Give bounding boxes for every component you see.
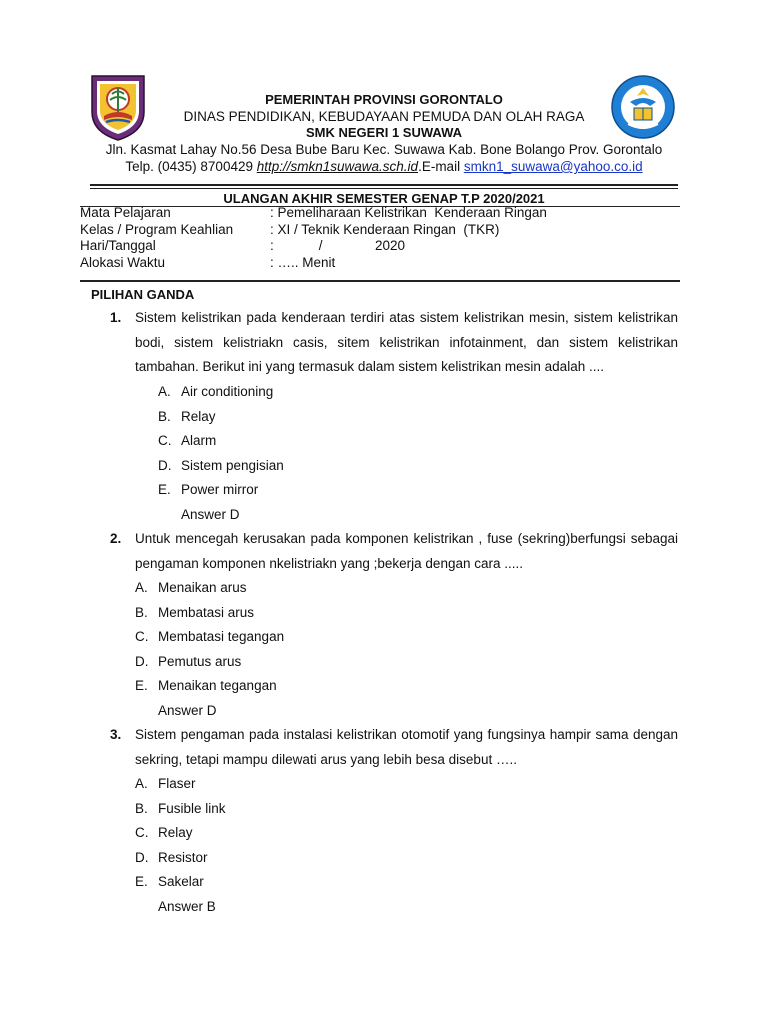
option-letter: A. — [158, 384, 171, 399]
option-text: Resistor — [158, 849, 208, 865]
info-value: : XI / Teknik Kenderaan Ringan (TKR) — [270, 221, 500, 237]
question-number: 2. — [110, 531, 122, 546]
exam-title: ULANGAN AKHIR SEMESTER GENAP T.P 2020/2021 — [223, 191, 545, 206]
letterhead-government: PEMERINTAH PROVINSI GORONTALO — [265, 92, 503, 107]
option-text: Membatasi arus — [158, 604, 255, 620]
question-text: Sistem kelistrikan pada kenderaan terdiri atas sistem kelistrikan mesin, sistem kelistrikan bodi, sistem kelistriakn casis, sitem kelistrikan infotainment, dan sistem kelistrikan tambahan. Berikut ini yang termasuk dalam sistem kelistrikan mesin adalah .... — [135, 310, 678, 375]
option-text: Alarm — [181, 433, 217, 449]
question-1 — [110, 306, 678, 380]
school-address: Jln. Kasmat Lahay No.56 Desa Bube Baru Kec. Suwawa Kab. Bone Bolango Prov. Gorontalo — [105, 142, 663, 157]
question-number: 3. — [110, 727, 122, 742]
email-label: .E-mail — [418, 159, 464, 174]
contact-line — [60, 158, 708, 175]
option-text: Relay — [158, 825, 193, 841]
info-value: : Pemeliharaan Kelistrikan Kenderaan Ringan — [270, 205, 547, 220]
option-letter: C. — [135, 825, 149, 841]
option-letter: E. — [135, 874, 148, 890]
telephone: Telp. (0435) 8700429 — [125, 159, 257, 174]
letterhead-address-block — [60, 141, 708, 175]
option-letter: A. — [135, 776, 148, 791]
info-label: Kelas / Program Keahlian — [80, 221, 234, 237]
info-label: Hari/Tanggal — [80, 238, 156, 253]
option-text: Membatasi tegangan — [158, 629, 285, 645]
question-number: 1. — [110, 310, 122, 325]
option-letter: B. — [135, 604, 148, 620]
option-letter: D. — [158, 457, 172, 473]
option-letter: B. — [135, 800, 148, 816]
gorontalo-province-emblem-icon — [86, 72, 150, 142]
option-text: Sakelar — [158, 874, 204, 890]
tut-wuri-handayani-icon — [610, 72, 676, 142]
letterhead-divider-thick — [90, 184, 678, 186]
email-link[interactable]: smkn1_suwawa@yahoo.co.id — [463, 159, 643, 174]
option-text: Power mirror — [181, 482, 259, 498]
info-label: Mata Pelajaran — [80, 205, 171, 220]
option-text: Menaikan arus — [158, 580, 247, 595]
option-text: Sistem pengisian — [181, 457, 284, 473]
info-value: : ….. Menit — [270, 254, 336, 270]
info-label: Alokasi Waktu — [80, 254, 166, 270]
question-text: Sistem pengaman pada instalasi kelistrikan otomotif yang fungsinya hampir sama dengan sekring, tetapi mampu dilewati arus yang lebih besa disebut ….. — [135, 727, 678, 767]
question-3 — [110, 723, 678, 772]
option-text: Fusible link — [158, 800, 226, 816]
letterhead-department: DINAS PENDIDIKAN, KEBUDAYAAN PEMUDA DAN OLAH RAGA — [183, 109, 585, 124]
option-letter: D. — [135, 849, 149, 865]
question-2 — [110, 527, 678, 576]
option-letter: A. — [135, 580, 148, 595]
info-divider — [80, 280, 680, 282]
website-link[interactable]: http://smkn1suwawa.sch.id — [256, 159, 419, 174]
option-text: Menaikan tegangan — [158, 678, 277, 694]
letterhead — [150, 92, 618, 141]
option-letter: E. — [158, 482, 171, 498]
option-letter: C. — [158, 433, 172, 449]
option-text: Air conditioning — [181, 384, 274, 399]
question-3-answer: Answer B — [158, 899, 216, 914]
option-text: Pemutus arus — [158, 653, 242, 669]
letterhead-divider-thin — [90, 188, 678, 189]
option-text: Flaser — [158, 776, 196, 791]
section-title: PILIHAN GANDA — [91, 287, 195, 302]
question-1-answer: Answer D — [181, 507, 240, 522]
info-value: : / 2020 — [270, 238, 406, 253]
question-2-answer: Answer D — [158, 703, 217, 718]
question-text: Untuk mencegah kerusakan pada komponen kelistrikan , fuse (sekring)berfungsi sebagai pengaman komponen nkelistriakn yang ;bekerja dengan cara ..... — [135, 531, 678, 571]
option-letter: D. — [135, 653, 149, 669]
option-text: Relay — [181, 408, 216, 424]
letterhead-school: SMK NEGERI 1 SUWAWA — [305, 125, 463, 140]
option-letter: B. — [158, 408, 171, 424]
option-letter: C. — [135, 629, 149, 645]
option-letter: E. — [135, 678, 148, 694]
